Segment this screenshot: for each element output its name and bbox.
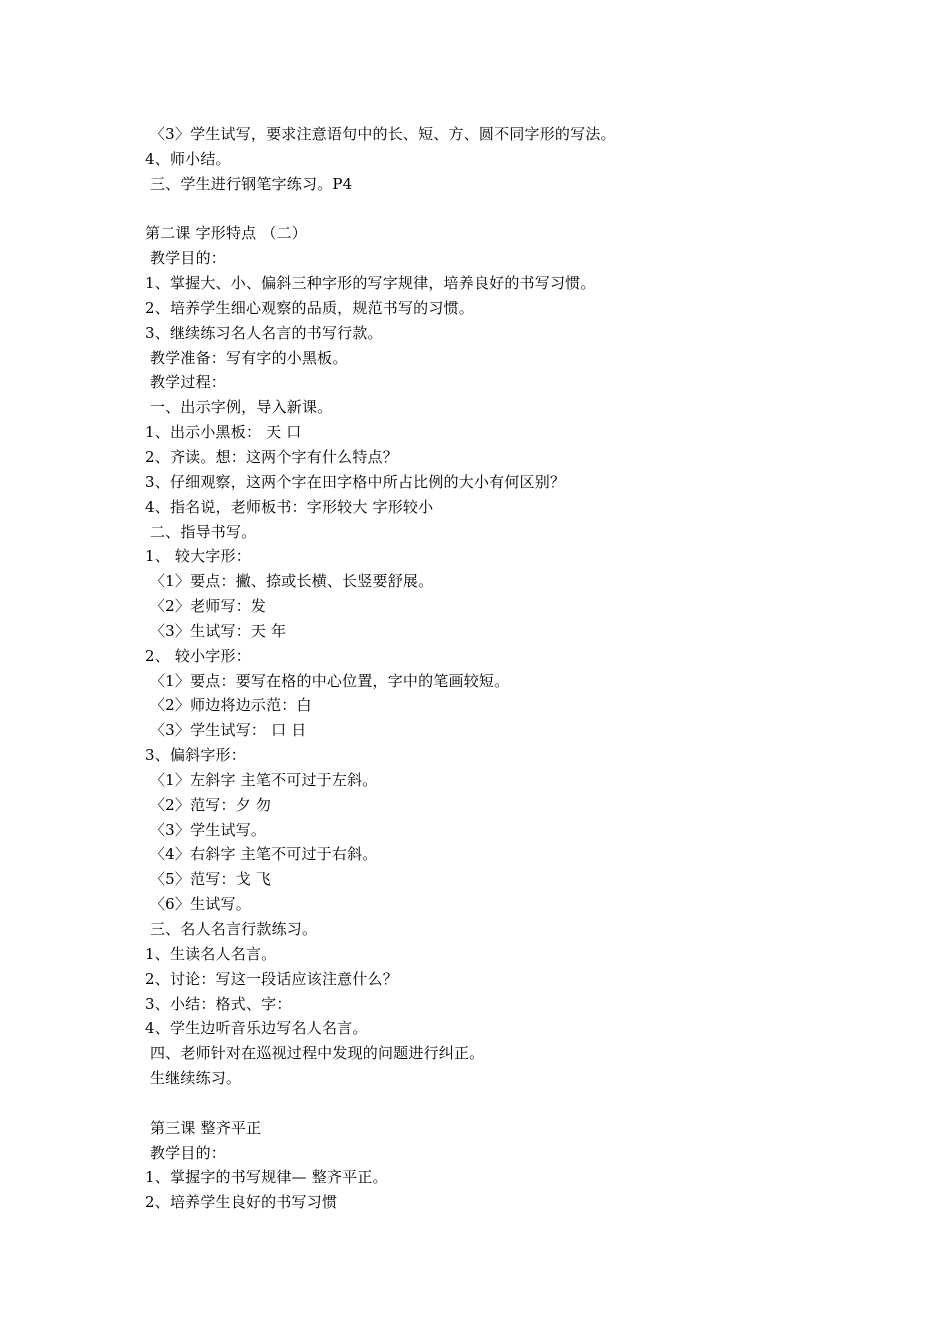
text-line: 3、继续练习名人名言的书写行款。 <box>145 323 383 342</box>
text-line: 2、培养学生良好的书写习惯 <box>145 1193 338 1212</box>
text-line: 〈1〉要点：撇、捺或长横、长竖要舒展。 <box>145 572 434 591</box>
text-line: 4、学生边听音乐边写名人名言。 <box>145 1019 368 1038</box>
text-line: 1、掌握大、小、偏斜三种字形的写字规律，培养良好的书写习惯。 <box>145 274 596 293</box>
text-line: 教学目的： <box>145 249 226 268</box>
text-line: 3、仔细观察，这两个字在田字格中所占比例的大小有何区别？ <box>145 472 566 491</box>
text-line: 3、偏斜字形： <box>145 746 246 765</box>
text-line: 一、出示字例，导入新课。 <box>145 398 333 417</box>
text-line: 〈6〉生试写。 <box>145 895 251 914</box>
text-line: 四、老师针对在巡视过程中发现的问题进行纠正。 <box>145 1044 485 1063</box>
text-line: 〈1〉左斜字 主笔不可过于左斜。 <box>145 770 378 789</box>
text-line: 2、培养学生细心观察的品质，规范书写的习惯。 <box>145 298 474 317</box>
text-line: 〈2〉范写：夕 勿 <box>145 795 272 814</box>
text-line: 教学过程： <box>145 373 226 392</box>
text-line: 2、 较小字形： <box>145 646 251 665</box>
text-line: 2、讨论：写这一段话应该注意什么？ <box>145 969 398 988</box>
text-line: 1、生读名人名言。 <box>145 944 277 963</box>
text-line: 〈1〉要点：要写在格的中心位置，字中的笔画较短。 <box>145 671 510 690</box>
text-line: 〈5〉范写：戈 飞 <box>145 870 272 889</box>
lesson-heading: 第二课 字形特点 （二） <box>145 224 307 243</box>
text-line: 2、齐读。想：这两个字有什么特点？ <box>145 447 398 466</box>
text-line: 1、出示小黑板： 天 口 <box>145 423 302 442</box>
text-line: 4、师小结。 <box>145 149 231 168</box>
text-line: 教学目的： <box>145 1143 226 1162</box>
text-line: 三、名人名言行款练习。 <box>145 920 318 938</box>
blank-line <box>145 197 825 222</box>
text-line: 〈3〉学生试写： 口 日 <box>145 721 307 740</box>
text-line: 3、小结：格式、字： <box>145 994 292 1013</box>
text-line: 〈4〉右斜字 主笔不可过于右斜。 <box>145 845 378 864</box>
blank-line <box>145 1091 825 1116</box>
text-line: 三、学生进行钢笔字练习。P4 <box>145 174 353 193</box>
text-line: 〈3〉学生试写。 <box>145 820 267 839</box>
text-line: 教学准备：写有字的小黑板。 <box>145 348 348 367</box>
lesson-heading: 第三课 整齐平正 <box>145 1118 262 1137</box>
document-body <box>145 122 825 1215</box>
text-line: 〈2〉老师写：发 <box>145 597 267 616</box>
text-line: 〈3〉生试写：天 年 <box>145 621 287 640</box>
text-line: 〈3〉学生试写，要求注意语句中的长、短、方、圆不同字形的写法。 <box>145 125 616 143</box>
text-line: 〈2〉师边将边示范：白 <box>145 696 312 715</box>
text-line: 二、指导书写。 <box>145 522 257 541</box>
text-line: 1、掌握字的书写规律— 整齐平正。 <box>145 1168 388 1187</box>
text-line: 生继续练习。 <box>145 1069 242 1088</box>
text-line: 4、指名说，老师板书：字形较大 字形较小 <box>145 497 434 516</box>
text-line: 1、 较大字形： <box>145 547 251 566</box>
